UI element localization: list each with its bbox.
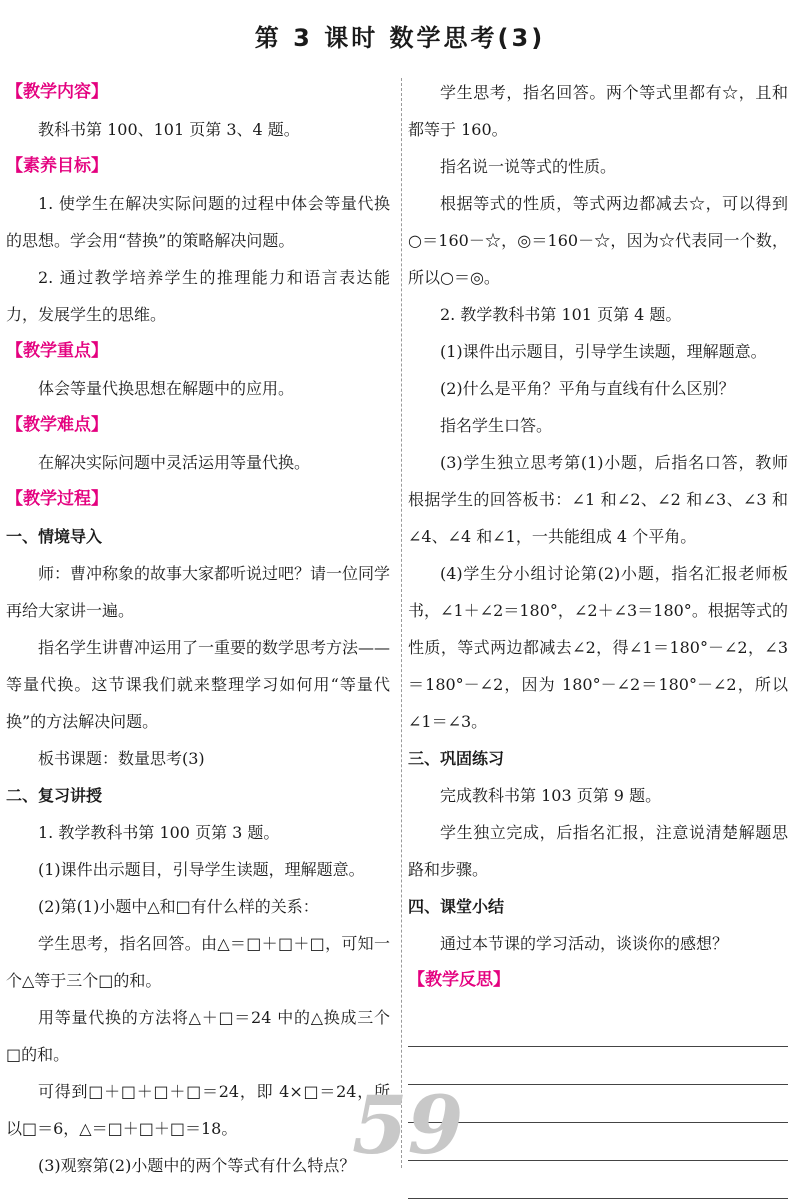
- page-number: 59: [352, 1078, 464, 1172]
- section-heading-goals: 【素养目标】: [6, 156, 108, 176]
- subsection-heading: 二、复习讲授: [6, 786, 103, 805]
- paragraph: (4)学生分小组讨论第(2)小题，指名汇报老师板书，∠1＋∠2＝180°，∠2＋∠3＝180°。根据等式的性质，等式两边都减去∠2，得∠1＝180°－∠2，∠3＝180°－∠2，因为 180°－∠2＝180°－∠2，所以∠1＝∠3。: [408, 564, 788, 731]
- paragraph: 根据等式的性质，等式两边都减去☆，可以得到○＝160－☆，◎＝160－☆，因为☆代表同一个数，所以○＝◎。: [408, 194, 788, 287]
- column-divider: [401, 78, 402, 1168]
- paragraph: 用等量代换的方法将△＋□＝24 中的△换成三个□的和。: [6, 1008, 390, 1064]
- paragraph: 学生思考，指名回答。两个等式里都有☆，且和都等于 160。: [408, 83, 788, 139]
- subsection-heading: 一、情境导入: [6, 527, 103, 546]
- subsection-heading: 四、课堂小结: [408, 897, 505, 916]
- subsection-heading: 三、巩固练习: [408, 749, 505, 768]
- writing-line: [408, 1047, 788, 1085]
- writing-line: [408, 1161, 788, 1199]
- paragraph: (3)学生独立思考第(1)小题，后指名口答，教师根据学生的回答板书：∠1 和∠2、∠2 和∠3、∠3 和∠4、∠4 和∠1，一共能组成 4 个平角。: [408, 453, 788, 546]
- writing-line: [408, 1085, 788, 1123]
- paragraph: 2. 教学教科书第 101 页第 4 题。: [440, 305, 682, 324]
- paragraph: 指名学生讲曹冲运用了一重要的数学思考方法——等量代换。这节课我们就来整理学习如何用“等量代换”的方法解决问题。: [6, 638, 391, 731]
- right-column: [408, 74, 788, 1199]
- paragraph: 学生思考，指名回答。由△＝□＋□＋□，可知一个△等于三个□的和。: [6, 934, 390, 990]
- paragraph: 学生独立完成，后指名汇报，注意说清楚解题思路和步骤。: [408, 823, 788, 879]
- page-title: 第 3 课时 数学思考(3): [254, 24, 546, 52]
- paragraph: 师：曹冲称象的故事大家都听说过吧？请一位同学再给大家讲一遍。: [6, 564, 391, 620]
- paragraph: 通过本节课的学习活动，谈谈你的感想？: [440, 934, 729, 953]
- paragraph: 2. 通过教学培养学生的推理能力和语言表达能力，发展学生的思维。: [6, 268, 390, 324]
- paragraph: (2)什么是平角？平角与直线有什么区别？: [440, 379, 735, 398]
- section-heading-content: 【教学内容】: [6, 82, 108, 102]
- paragraph: 教科书第 100、101 页第 3、4 题。: [38, 120, 300, 139]
- section-heading-process: 【教学过程】: [6, 489, 108, 509]
- paragraph: (1)课件出示题目，引导学生读题，理解题意。: [440, 342, 767, 361]
- paragraph: (2)第(1)小题中△和□有什么样的关系：: [38, 897, 319, 916]
- paragraph: 指名说一说等式的性质。: [440, 157, 617, 176]
- paragraph: 在解决实际问题中灵活运用等量代换。: [38, 453, 311, 472]
- paragraph: (3)观察第(2)小题中的两个等式有什么特点？: [38, 1156, 356, 1175]
- paragraph: 完成教科书第 103 页第 9 题。: [440, 786, 662, 805]
- paragraph: 指名学生口答。: [440, 416, 553, 435]
- section-heading-key: 【教学重点】: [6, 341, 108, 361]
- paragraph: 可得到□＋□＋□＋□＝24，即 4×□＝24，所以□＝6，△＝□＋□＋□＝18。: [6, 1082, 390, 1138]
- paragraph: (1)课件出示题目，引导学生读题，理解题意。: [38, 860, 365, 879]
- paragraph: 体会等量代换思想在解题中的应用。: [38, 379, 295, 398]
- paragraph: 1. 使学生在解决实际问题的过程中体会等量代换的思想。学会用“替换”的策略解决问题。: [6, 194, 390, 250]
- section-heading-difficulty: 【教学难点】: [6, 415, 108, 435]
- writing-line: [408, 1009, 788, 1047]
- left-column: [6, 74, 390, 1184]
- paragraph: 1. 教学教科书第 100 页第 3 题。: [38, 823, 280, 842]
- reflection-lines: [408, 1009, 788, 1199]
- paragraph: 板书课题：数量思考(3): [38, 749, 205, 768]
- writing-line: [408, 1123, 788, 1161]
- section-heading-reflection: 【教学反思】: [408, 970, 510, 990]
